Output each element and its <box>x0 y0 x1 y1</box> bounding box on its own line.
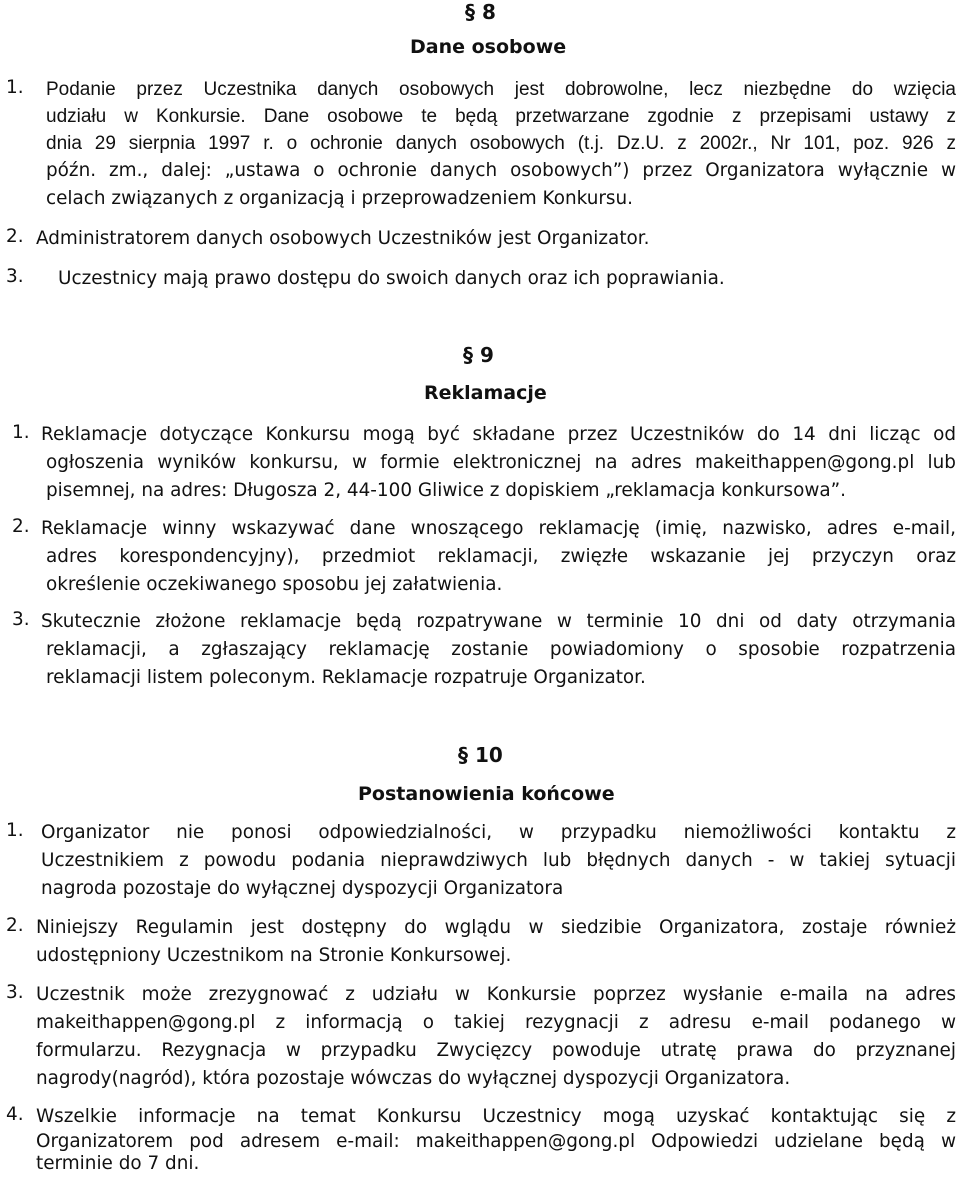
s10-item-2-line-1: Niniejszy Regulamin jest dostępny do wglądu w siedzibie Organizatora, zostaje również <box>36 917 956 938</box>
s8-item-2-text: Administratorem danych osobowych Uczestników jest Organizator. <box>36 228 650 249</box>
section-8-title: Dane osobowe <box>410 36 567 58</box>
s10-item-2-line-2: udostępniony Uczestnikom na Stronie Konkursowej. <box>36 945 512 966</box>
s10-item-3-line-1: Uczestnik może zrezygnować z udziału w Konkursie poprzez wysłanie e-maila na adres <box>36 984 956 1005</box>
s9-item-2-line-3: określenie oczekiwanego sposobu jej załatwienia. <box>46 574 503 595</box>
section-10-title: Postanowienia końcowe <box>358 783 615 805</box>
section-8-number: § 8 <box>465 0 496 24</box>
s8-item-1-line-3: dnia 29 sierpnia 1997 r. o ochronie danych osobowych (t.j. Dz.U. z 2002r., Nr 101, poz. 926 z <box>46 133 956 154</box>
s10-item-4-line-2: Organizatorem pod adresem e-mail: makeithappen@gong.pl Odpowiedzi udzielane będą w <box>36 1131 956 1152</box>
s8-item-1-line-5: celach związanych z organizacją i przeprowadzeniem Konkursu. <box>46 188 633 209</box>
s9-item-1-line-2: ogłoszenia wyników konkursu, w formie elektronicznej na adres makeithappen@gong.pl lub <box>46 452 956 473</box>
s10-item-1-number: 1. <box>6 820 24 841</box>
s9-item-3-line-1: Skutecznie złożone reklamacje będą rozpatrywane w terminie 10 dni od daty otrzymania <box>41 611 956 632</box>
s9-item-3-line-2: reklamacji, a zgłaszający reklamację zostanie powiadomiony o sposobie rozpatrzenia <box>46 639 956 660</box>
s10-item-4-number: 4. <box>6 1104 24 1125</box>
s10-item-3-number: 3. <box>6 982 24 1003</box>
s8-item-1-line-4: późn. zm., dalej: „ustawa o ochronie danych osobowych”) przez Organizatora wyłącznie w <box>46 160 956 181</box>
s8-item-1-line-2: udziału w Konkursie. Dane osobowe te będą przetwarzane zgodnie z przepisami ustawy z <box>46 106 956 127</box>
s9-item-3-number: 3. <box>12 609 30 630</box>
section-10-number: § 10 <box>458 743 503 767</box>
s9-item-2-number: 2. <box>12 516 30 537</box>
s9-item-1-line-1: Reklamacje dotyczące Konkursu mogą być składane przez Uczestników do 14 dni licząc od <box>41 424 956 445</box>
s9-item-1-number: 1. <box>12 422 30 443</box>
s10-item-4-line-1: Wszelkie informacje na temat Konkursu Uczestnicy mogą uzyskać kontaktując się z <box>36 1106 956 1127</box>
s10-item-1-line-1: Organizator nie ponosi odpowiedzialności, w przypadku niemożliwości kontaktu z <box>41 822 956 843</box>
s8-item-3-text: Uczestnicy mają prawo dostępu do swoich danych oraz ich poprawiania. <box>58 268 725 289</box>
s8-item-1-number: 1. <box>6 77 24 98</box>
s10-item-4-line-3: terminie do 7 dni. <box>36 1153 200 1174</box>
s10-item-3-line-2: makeithappen@gong.pl z informacją o takiej rezygnacji z adresu e-mail podanego w <box>36 1012 956 1033</box>
section-9-number: § 9 <box>463 343 494 367</box>
s10-item-2-number: 2. <box>6 915 24 936</box>
s10-item-1-line-2: Uczestnikiem z powodu podania nieprawdziwych lub błędnych danych - w takiej sytuacji <box>41 850 956 871</box>
s9-item-3-line-3: reklamacji listem poleconym. Reklamacje rozpatruje Organizator. <box>46 667 646 688</box>
s8-item-1-line-1: Podanie przez Uczestnika danych osobowych jest dobrowolne, lecz niezbędne do wzięcia <box>46 79 956 100</box>
s9-item-1-line-3: pisemnej, na adres: Długosza 2, 44-100 Gliwice z dopiskiem „reklamacja konkursowa”. <box>46 480 847 501</box>
s10-item-3-line-3: formularzu. Rezygnacja w przypadku Zwycięzcy powoduje utratę prawa do przyznanej <box>36 1040 956 1061</box>
s9-item-2-line-1: Reklamacje winny wskazywać dane wnoszącego reklamację (imię, nazwisko, adres e-mail, <box>41 518 956 539</box>
s10-item-1-line-3: nagroda pozostaje do wyłącznej dyspozycji Organizatora <box>41 878 564 899</box>
s10-item-3-line-4: nagrody(nagród), która pozostaje wówczas do wyłącznej dyspozycji Organizatora. <box>36 1068 791 1089</box>
section-9-title: Reklamacje <box>424 382 547 404</box>
s8-item-3-number: 3. <box>6 266 24 287</box>
s9-item-2-line-2: adres korespondencyjny), przedmiot reklamacji, zwięzłe wskazanie jej przyczyn oraz <box>46 546 956 567</box>
s8-item-2-number: 2. <box>6 226 24 247</box>
